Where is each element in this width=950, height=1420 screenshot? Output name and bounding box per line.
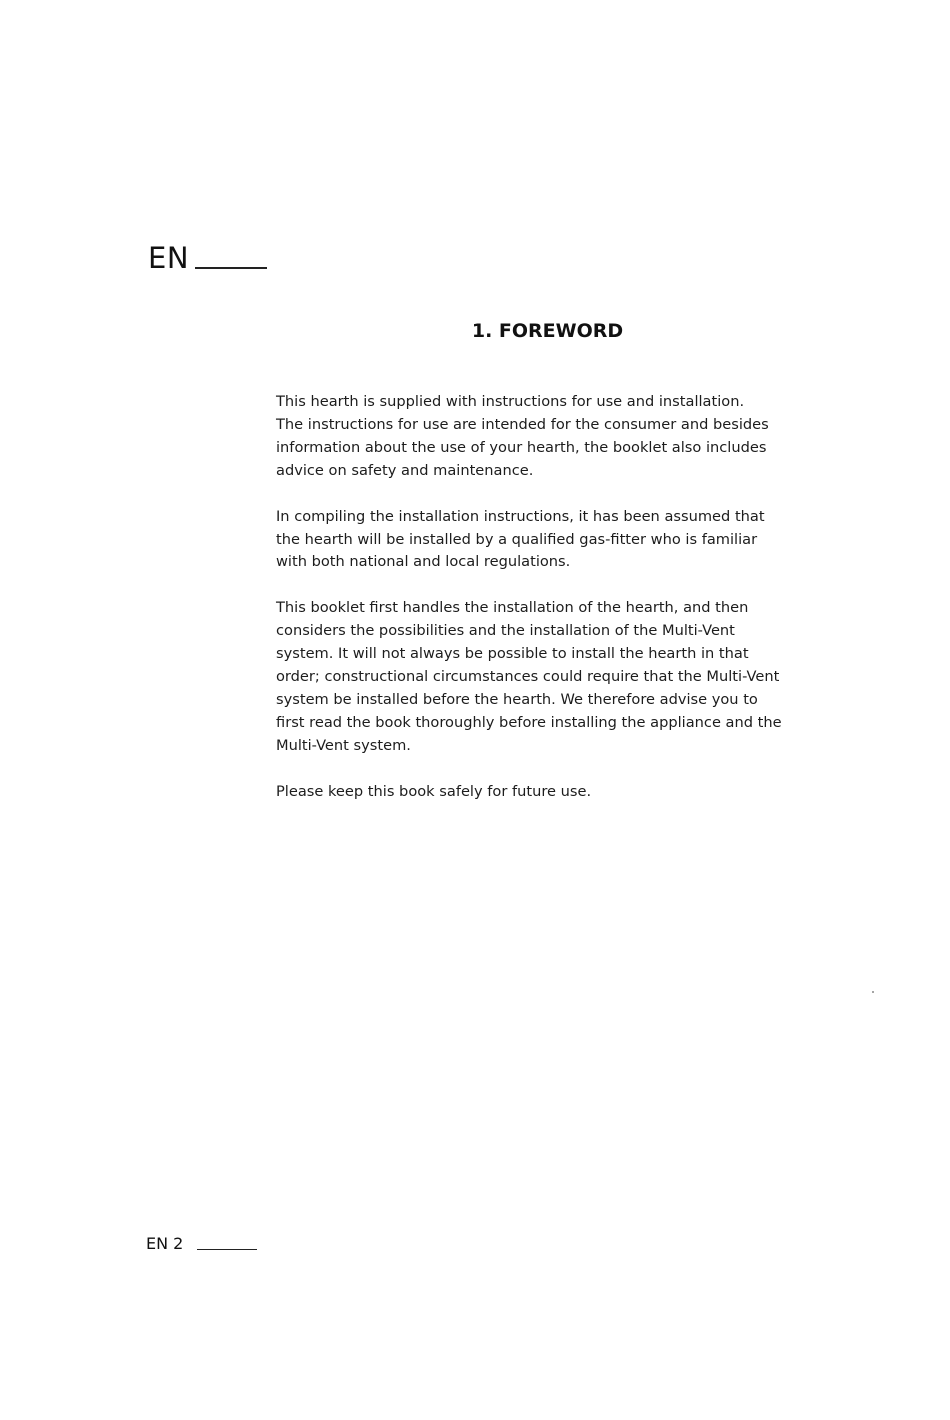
paragraph-intro [276, 391, 816, 483]
text-line: Multi-Vent system. [276, 736, 411, 754]
foreword-body [276, 391, 816, 827]
text-line: In compiling the installation instructions, it has been assumed that [276, 507, 765, 525]
paragraph-keep-book [276, 781, 816, 804]
scan-speck [872, 991, 874, 993]
text-line: order; constructional circumstances could require that the Multi-Vent [276, 668, 780, 686]
language-rule [195, 267, 267, 269]
section-title: 1. FOREWORD [471, 320, 624, 342]
text-line: first read the book thoroughly before installing the appliance and the [276, 713, 782, 731]
text-line: considers the possibilities and the installation of the Multi-Vent [276, 622, 735, 640]
text-line: the hearth will be installed by a qualified gas-fitter who is familiar [276, 530, 758, 548]
page-footer [146, 1236, 257, 1252]
text-line: Please keep this book safely for future use. [276, 782, 592, 800]
text-line: The instructions for use are intended for the consumer and besides [276, 415, 769, 433]
page-number: EN 2 [146, 1234, 184, 1253]
language-code: EN [148, 241, 190, 275]
language-marker [148, 241, 267, 275]
text-line: with both national and local regulations. [276, 553, 571, 571]
footer-rule [197, 1249, 257, 1251]
text-line: system. It will not always be possible to install the hearth in that [276, 645, 749, 663]
paragraph-multivent [276, 597, 816, 757]
text-line: advice on safety and maintenance. [276, 461, 534, 479]
text-line: information about the use of your hearth, the booklet also includes [276, 438, 767, 456]
text-line: system be installed before the hearth. We therefore advise you to [276, 690, 758, 708]
text-line: This hearth is supplied with instructions for use and installation. [276, 393, 745, 410]
text-line: This booklet first handles the installation of the hearth, and then [276, 599, 749, 617]
paragraph-installer [276, 506, 816, 575]
